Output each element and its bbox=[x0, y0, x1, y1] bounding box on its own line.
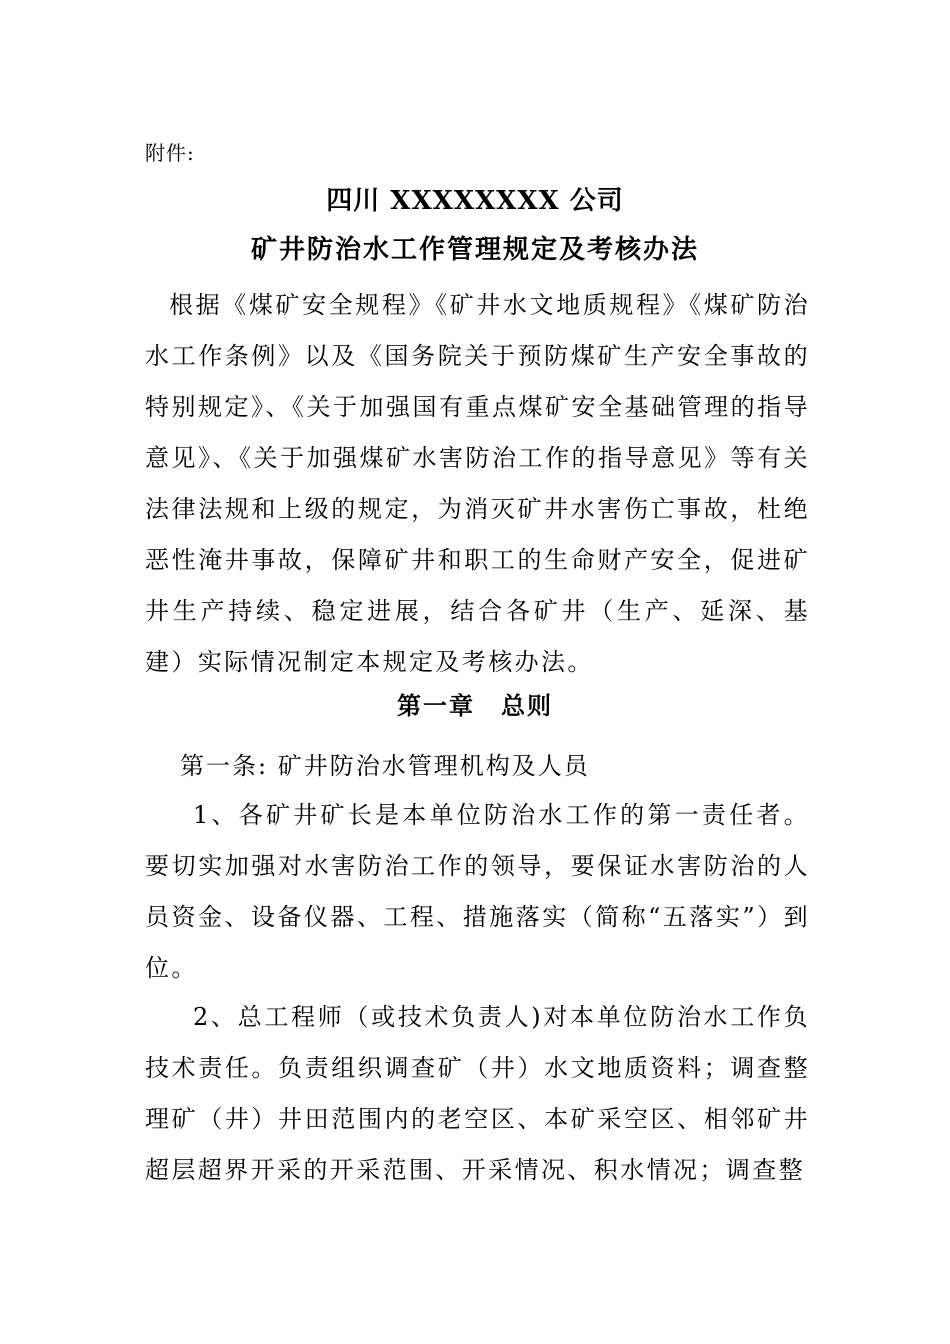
chapter-heading bbox=[0, 688, 950, 724]
document-title-main: 矿井防治水工作管理规定及考核办法 bbox=[250, 235, 699, 265]
chapter-number: 第一章 bbox=[397, 691, 475, 720]
chapter-title: 总则 bbox=[501, 691, 553, 720]
article-item-1: 1、各矿井矿长是本单位防治水工作的第一责任者。要切实加强对水害防治工作的领导，要保证水害防治的人员资金、设备仪器、工程、措施落实（简称“五落实”）到位。 bbox=[145, 801, 810, 982]
article-item-2: 2、总工程师（或技术负责人)对本单位防治水工作负技术责任。负责组织调查矿（井）水文地质资料；调查整理矿（井）井田范围内的老空区、本矿采空区、相邻矿井超层超界开采的开采范围、开采情况、积水情况；调查整 bbox=[145, 1003, 810, 1184]
intro-paragraph: 根据《煤矿安全规程》《矿井水文地质规程》《煤矿防治水工作条例》以及《国务院关于预防煤矿生产安全事故的特别规定》、《关于加强国有重点煤矿安全基础管理的指导意见》、《关于加强煤矿水害防治工作的指导意见》等有关法律法规和上级的规定，为消灭矿井水害伤亡事故，杜绝恶性淹井事故，保障矿井和职工的生命财产安全，促进矿井生产持续、稳定进展，结合各矿井（生产、延深、基建）实际情况制定本规定及考核办法。 bbox=[145, 291, 810, 676]
attachment-label: 附件: bbox=[145, 141, 195, 165]
article-heading: 第一条: 矿井防治水管理机构及人员 bbox=[180, 752, 590, 780]
document-title-company: 四川 XXXXXXXX 公司 bbox=[326, 186, 624, 216]
